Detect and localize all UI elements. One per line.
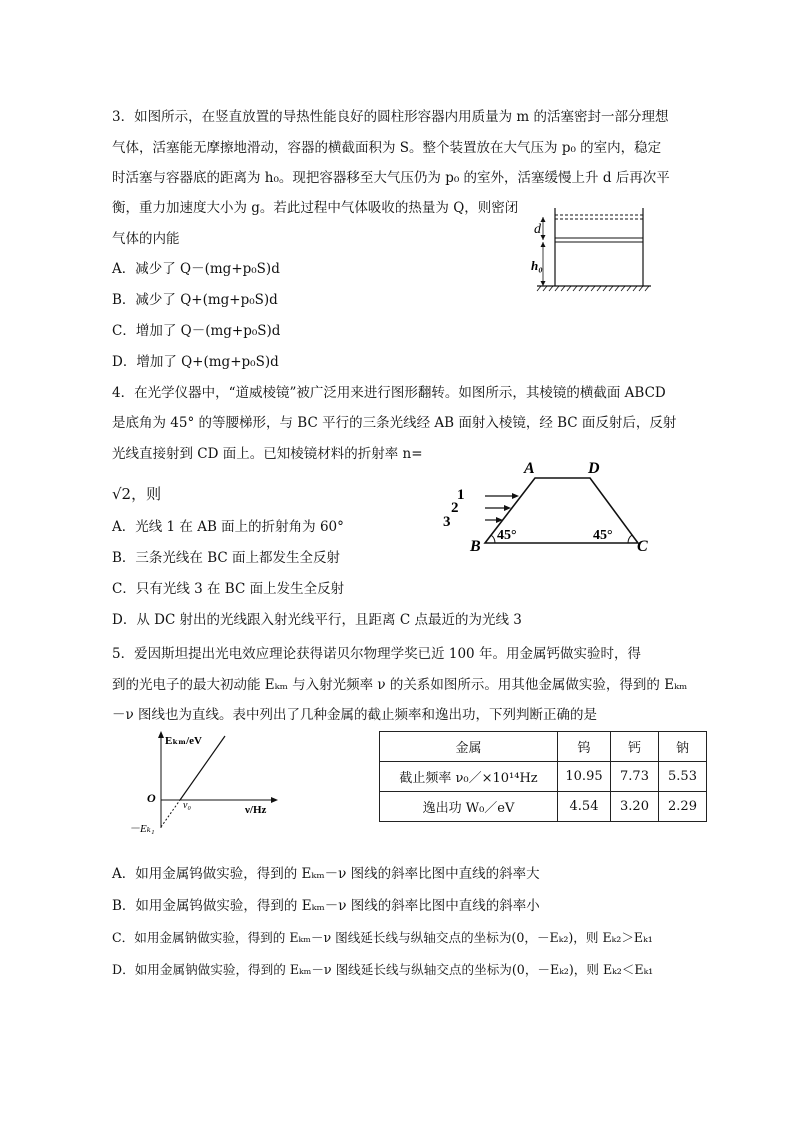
q4-option-b: B．三条光线在 BC 面上都发生全反射 <box>112 550 341 566</box>
q4-text-line-4: ，则 <box>131 485 162 503</box>
table-cell: 7.73 <box>611 762 659 792</box>
table-cell: 5.53 <box>659 762 707 792</box>
q3-text-line-4: 衡，重力加速度大小为 g。若此过程中气体吸收的热量为 Q，则密闭 <box>112 200 519 216</box>
table-header-cell: 钠 <box>659 732 707 762</box>
angle-left-label: 45° <box>497 528 517 543</box>
table-cell: 3.20 <box>611 792 659 822</box>
table-cell: 截止频率 ν₀／×10¹⁴Hz <box>380 762 558 792</box>
q5-text-line-2: 到的光电子的最大初动能 Eₖₘ 与入射光频率 ν 的关系如图所示。用其他金属做实验，得到的 Eₖₘ <box>112 677 688 693</box>
table-row <box>380 792 707 822</box>
table-cell: 逸出功 W₀／eV <box>380 792 558 822</box>
q5-option-c: C．如用金属钠做实验，得到的 Eₖₘ－ν 图线延长线与纵轴交点的坐标为(0，－Eₖ₂)，则 Eₖ₂＞Eₖ₁ <box>112 930 653 945</box>
q3-text-line-1: 3．如图所示，在竖直放置的导热性能良好的圆柱形容器内用质量为 m 的活塞密封一部分理想 <box>112 109 669 125</box>
table-row <box>380 762 707 792</box>
y-axis-label: Eₖₘ/eV <box>165 735 202 747</box>
q4-option-d: D．从 DC 射出的光线跟入射光线平行，且距离 C 点最近的为光线 3 <box>112 612 522 628</box>
q4-option-c: C．只有光线 3 在 BC 面上发生全反射 <box>112 581 345 597</box>
sqrt-two: √2 <box>112 485 132 503</box>
q3-option-b: B．减少了 Q+(mg+p₀S)d <box>112 292 278 308</box>
table-cell: 4.54 <box>558 792 611 822</box>
vertex-d: D <box>588 460 600 477</box>
cylinder-piston-figure <box>525 200 655 298</box>
q5-option-d: D．如用金属钠做实验，得到的 Eₖₘ－ν 图线延长线与纵轴交点的坐标为(0，－Eₖ₂)，则 Eₖ₂＜Eₖ₁ <box>112 962 654 977</box>
q3-text-line-5: 气体的内能 <box>112 231 180 247</box>
ekm-extension <box>161 800 180 827</box>
q5-text-line-1: 5．爱因斯坦提出光电效应理论获得诺贝尔物理学奖已近 100 年。用金属钙做实验时，得 <box>112 646 641 662</box>
ekm-nu-graph <box>125 728 285 840</box>
nu0-label: ν₀ <box>183 800 191 811</box>
q3-option-a: A．减少了 Q－(mg+p₀S)d <box>112 261 280 277</box>
table-cell: 10.95 <box>558 762 611 792</box>
table-header-cell: 钙 <box>611 732 659 762</box>
q5-text-line-3: －ν 图线也为直线。表中列出了几种金属的截止频率和逸出功，下列判断正确的是 <box>112 707 597 723</box>
ray-1-label: 1 <box>457 487 465 503</box>
q3-option-c: C．增加了 Q－(mg+p₀S)d <box>112 323 281 339</box>
vertex-b: B <box>470 538 481 555</box>
vertex-c: C <box>637 538 648 555</box>
q5-option-b: B．如用金属钨做实验，得到的 Eₖₘ－ν 图线的斜率比图中直线的斜率小 <box>112 898 540 914</box>
q5-option-a: A．如用金属钨做实验，得到的 Eₖₘ－ν 图线的斜率比图中直线的斜率大 <box>112 866 540 882</box>
table-header-cell: 金属 <box>380 732 558 762</box>
vertex-a: A <box>524 460 535 477</box>
q4-text-line-2: 是底角为 45° 的等腰梯形，与 BC 平行的三条光线经 AB 面射入棱镜，经 BC 面反射后，反射 <box>112 415 677 431</box>
origin-label: O <box>147 791 156 805</box>
q3-option-d: D．增加了 Q+(mg+p₀S)d <box>112 354 279 370</box>
metal-table <box>379 731 707 822</box>
q3-text-line-2: 气体，活塞能无摩擦地滑动，容器的横截面积为 S。整个装置放在大气压为 p₀ 的室内，稳定 <box>112 140 662 156</box>
ray-3-label: 3 <box>443 514 451 530</box>
x-axis-label: ν/Hz <box>245 804 267 816</box>
dove-prism-figure <box>435 458 655 558</box>
table-cell: 2.29 <box>659 792 707 822</box>
q3-text-line-3: 时活塞与容器底的距离为 h₀。现把容器移至大气压仍为 p₀ 的室外，活塞缓慢上升 d 后再次平 <box>112 170 670 186</box>
label-h0: h₀ <box>531 258 543 273</box>
table-header-cell: 钨 <box>558 732 611 762</box>
angle-right-label: 45° <box>593 528 613 543</box>
q4-text-line-1: 4．在光学仪器中，“道威棱镜”被广泛用来进行图形翻转。如图所示，其棱镜的横截面 ABCD <box>112 385 666 401</box>
ray-2-label: 2 <box>451 500 459 516</box>
q4-option-a: A．光线 1 在 AB 面上的折射角为 60° <box>112 519 344 535</box>
q4-text-line-3: 光线直接射到 CD 面上。已知棱镜材料的折射率 n= <box>112 446 423 462</box>
neg-ek1-label: －Eₖ₁ <box>129 823 155 835</box>
table-header-row <box>380 732 707 762</box>
label-d: d <box>534 222 541 237</box>
